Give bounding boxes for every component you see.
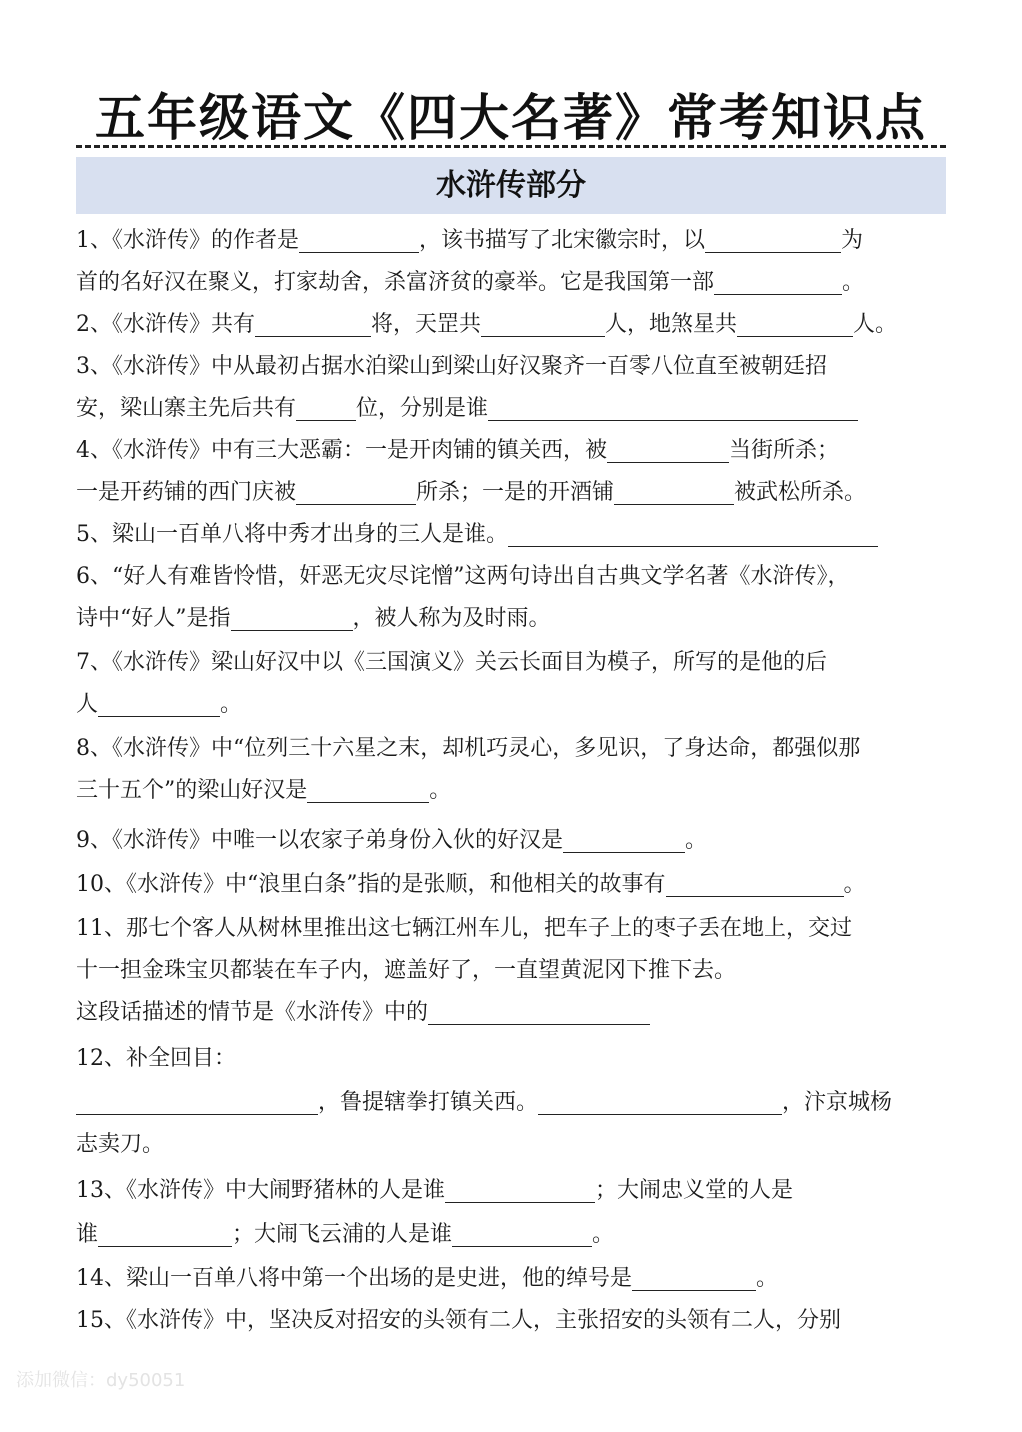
answer-blank[interactable] — [445, 1174, 595, 1203]
answer-blank[interactable] — [255, 308, 371, 337]
question-line: 一是开药铺的西门庆被 所杀；一是的开酒铺 被武松所杀。 — [76, 472, 946, 514]
answer-blank[interactable] — [714, 266, 842, 295]
question-line: 9、《水浒传》中唯一以农家子弟身份入伙的好汉是 。 — [76, 820, 946, 862]
question-line: 谁 ；大闹飞云浦的人是谁 。 — [76, 1214, 946, 1256]
answer-blank[interactable] — [737, 308, 853, 337]
watermark: 添加微信：dy50051 — [16, 1370, 186, 1391]
answer-blank[interactable] — [666, 868, 844, 897]
answer-blank[interactable] — [231, 602, 353, 631]
answer-blank[interactable] — [508, 518, 878, 547]
question-line: 14、梁山一百单八将中第一个出场的是史进，他的绰号是 。 — [76, 1258, 946, 1300]
answer-blank[interactable] — [299, 224, 419, 253]
answer-blank[interactable] — [98, 688, 220, 717]
question-line: 人 。 — [76, 684, 946, 726]
question-line: 1、《水浒传》的作者是 ，该书描写了北宋徽宗时，以 为 — [76, 220, 946, 262]
page-title: 五年级语文《四大名著》常考知识点 — [95, 89, 927, 147]
answer-blank[interactable] — [296, 476, 416, 505]
answer-blank[interactable] — [481, 308, 605, 337]
question-line: ，鲁提辖拳打镇关西。 ，汴京城杨 — [76, 1082, 946, 1124]
question-line: 2、《水浒传》共有 将，天罡共 人，地煞星共 人。 — [76, 304, 946, 346]
question-line: 8、《水浒传》中“位列三十六星之末，却机巧灵心，多见识，了身达命，都强似那 — [76, 736, 861, 761]
question-line: 10、《水浒传》中“浪里白条”指的是张顺，和他相关的故事有 。 — [76, 864, 946, 906]
question-line: 7、《水浒传》梁山好汉中以《三国演义》关云长面目为模子，所写的是他的后 — [76, 650, 827, 675]
answer-blank[interactable] — [98, 1218, 232, 1247]
answer-blank[interactable] — [538, 1086, 782, 1115]
question-line: 3、《水浒传》中从最初占据水泊梁山到梁山好汉聚齐一百零八位直至被朝廷招 — [76, 354, 827, 379]
answer-blank[interactable] — [705, 224, 841, 253]
answer-blank[interactable] — [607, 434, 729, 463]
question-line: 这段话描述的情节是《水浒传》中的 — [76, 992, 946, 1034]
answer-blank[interactable] — [307, 774, 429, 803]
answer-blank[interactable] — [632, 1262, 756, 1291]
question-line: 15、《水浒传》中，坚决反对招安的头领有二人，主张招安的头领有二人，分别 — [76, 1308, 841, 1333]
question-line: 5、梁山一百单八将中秀才出身的三人是谁。 — [76, 514, 946, 556]
title-divider — [76, 145, 946, 148]
question-line: 13、《水浒传》中大闹野猪林的人是谁 ；大闹忠义堂的人是 — [76, 1170, 946, 1212]
question-line: 11、那七个客人从树林里推出这七辆江州车儿，把车子上的枣子丢在地上，交过 — [76, 916, 852, 941]
answer-blank[interactable] — [296, 392, 356, 421]
answer-blank[interactable] — [428, 996, 650, 1025]
question-line: 十一担金珠宝贝都装在车子内，遮盖好了，一直望黄泥冈下推下去。 — [76, 958, 737, 983]
answer-blank[interactable] — [614, 476, 734, 505]
question-line: 4、《水浒传》中有三大恶霸：一是开肉铺的镇关西，被 当街所杀； — [76, 430, 946, 472]
answer-blank[interactable] — [452, 1218, 592, 1247]
question-line: 诗中“好人”是指 ，被人称为及时雨。 — [76, 598, 946, 640]
question-line: 12、补全回目： — [76, 1046, 236, 1071]
answer-blank[interactable] — [563, 824, 685, 853]
section-header: 水浒传部分 — [76, 157, 946, 214]
question-line: 三十五个”的梁山好汉是 。 — [76, 770, 946, 812]
question-line: 6、“好人有难皆怜惜，奸恶无灾尽诧憎”这两句诗出自古典文学名著《水浒传》， — [76, 564, 850, 589]
answer-blank[interactable] — [488, 392, 858, 421]
answer-blank[interactable] — [76, 1086, 318, 1115]
question-line: 安，梁山寨主先后共有 位，分别是谁 — [76, 388, 946, 430]
question-line: 志卖刀。 — [76, 1132, 165, 1157]
question-line: 首的名好汉在聚义，打家劫舍，杀富济贫的豪举。它是我国第一部 。 — [76, 262, 946, 304]
